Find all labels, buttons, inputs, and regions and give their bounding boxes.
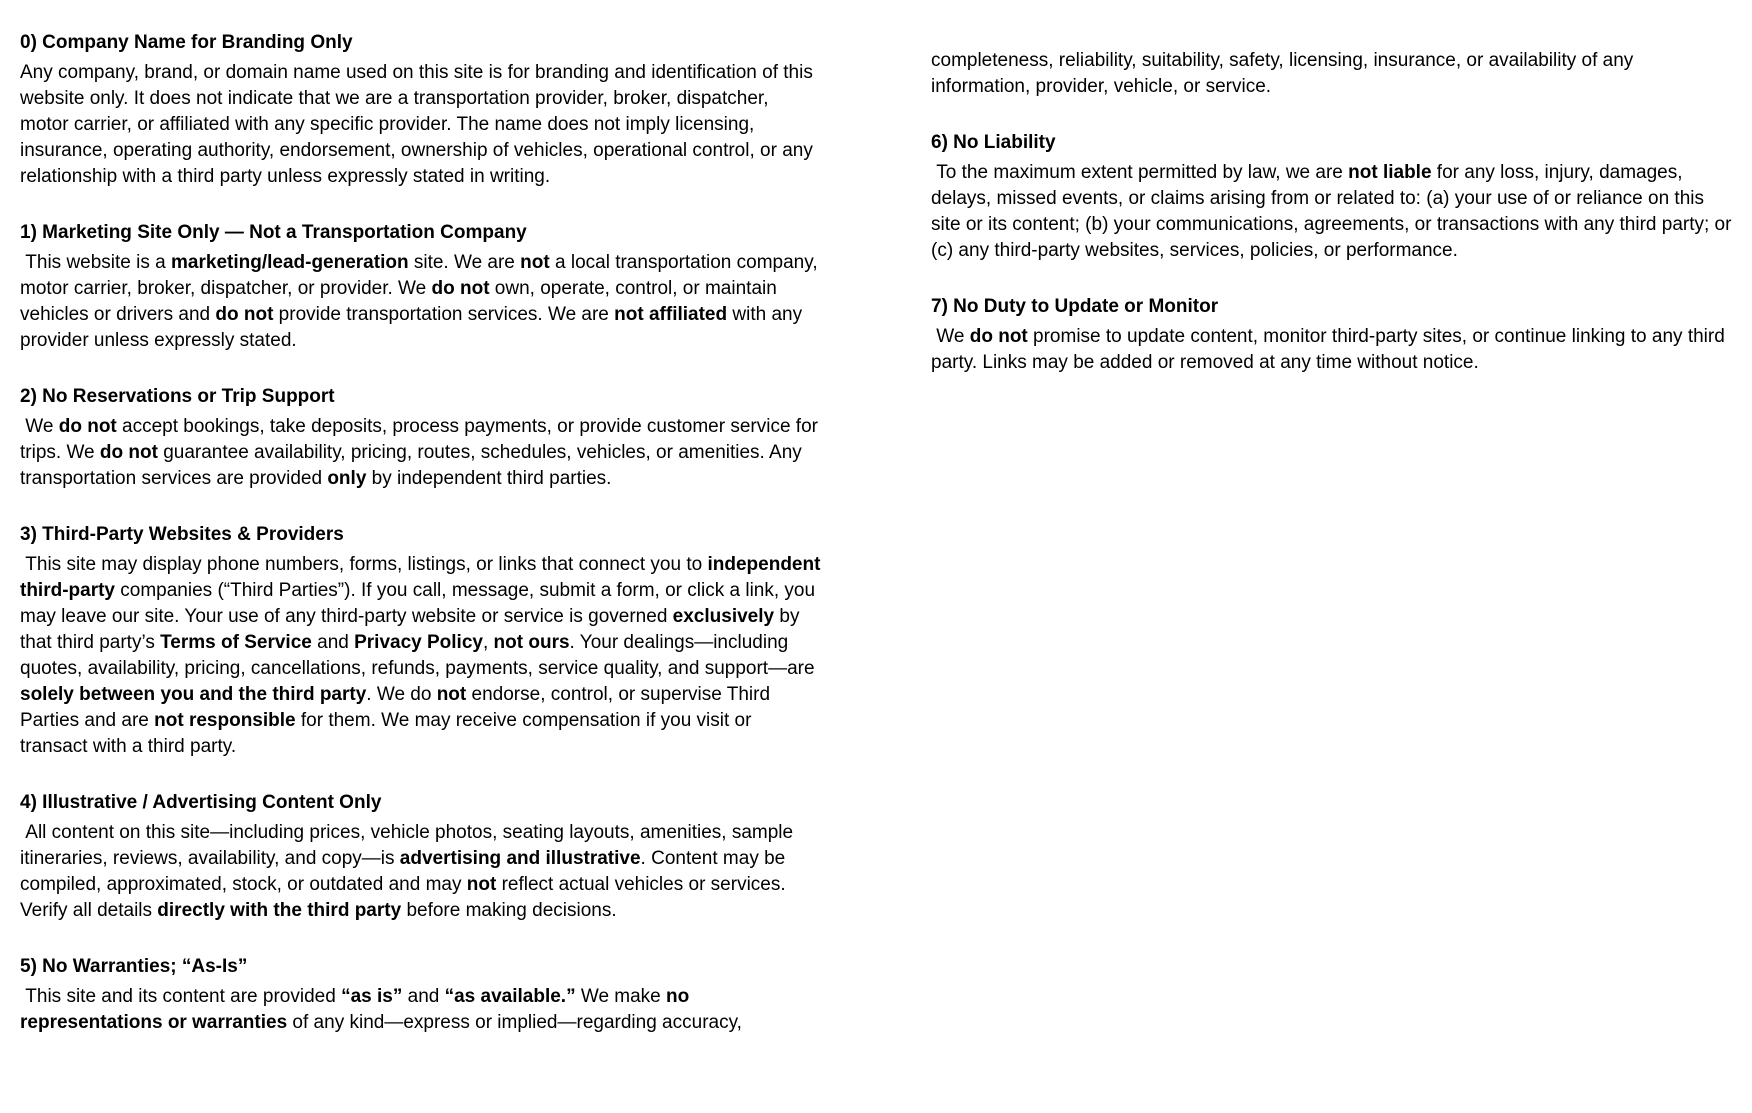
section-6-heading: 6) No Liability bbox=[931, 132, 1056, 153]
section-6-paragraph: To the maximum extent permitted by law, we are not liable for any loss, injury, damages, delays, missed events, or claims arising from or related to: (a) your use of or reliance on this site or its content; (b) your communications, agreements, or transactions with any third party; or (c) any third-party websites, services, policies, or performance. bbox=[931, 162, 1737, 261]
section-1-paragraph: This website is a marketing/lead-generation site. We are not a local transportation company, motor carrier, broker, dispatcher, or provider. We do not own, operate, control, or maintain vehicles or drivers and do not provide transportation services. We are not affiliated with any provider unless expressly stated. bbox=[20, 252, 823, 351]
section-5-continuation-paragraph: completeness, reliability, suitability, safety, licensing, insurance, or availability of any information, provider, vehicle, or service. bbox=[931, 50, 1639, 97]
section-5-heading: 5) No Warranties; “As-Is” bbox=[20, 956, 248, 977]
section-7-no-duty-to-update bbox=[931, 294, 1732, 376]
section-5-no-warranties bbox=[20, 954, 821, 1036]
section-2-no-reservations bbox=[20, 384, 824, 492]
left-column bbox=[20, 30, 826, 1036]
section-4-paragraph: All content on this site—including prices, vehicle photos, seating layouts, amenities, sample itineraries, reviews, availability, and copy—is advertising and illustrative. Content may be compiled, approximated, stock, or outdated and may not reflect actual vehicles or services. Verify all details directly with the third party before making decisions. bbox=[20, 822, 799, 921]
section-6-no-liability bbox=[931, 130, 1737, 264]
right-column bbox=[931, 30, 1737, 1036]
section-5-paragraph: This site and its content are provided “as is” and “as available.” We make no representations or warranties of any kind—express or implied—regarding accuracy, bbox=[20, 986, 742, 1033]
section-0-heading: 0) Company Name for Branding Only bbox=[20, 32, 353, 53]
section-7-paragraph: We do not promise to update content, monitor third-party sites, or continue linking to any third party. Links may be added or removed at any time without notice. bbox=[931, 326, 1731, 373]
section-1-marketing-site-only bbox=[20, 220, 821, 354]
section-3-paragraph: This site may display phone numbers, forms, listings, or links that connect you to independent third-party companies (“Third Parties”). If you call, message, submit a form, or click a link, you may leave our site. Your use of any third-party website or service is governed exclusively by that third party’s Terms of Service and Privacy Policy, not ours. Your dealings—including quotes, availability, pricing, cancellations, refunds, payments, service quality, and support—are solely between you and the third party. We do not endorse, control, or supervise Third Parties and are not responsible for them. We may receive compensation if you visit or transact with a third party. bbox=[20, 554, 826, 757]
section-3-third-party-websites bbox=[20, 522, 826, 760]
section-2-heading: 2) No Reservations or Trip Support bbox=[20, 386, 335, 407]
section-3-heading: 3) Third-Party Websites & Providers bbox=[20, 524, 344, 545]
section-4-illustrative-content bbox=[20, 790, 821, 924]
section-5-continuation bbox=[931, 48, 1732, 100]
section-0-company-name-branding bbox=[20, 30, 821, 190]
section-4-heading: 4) Illustrative / Advertising Content Only bbox=[20, 792, 382, 813]
section-0-paragraph: Any company, brand, or domain name used on this site is for branding and identification of this website only. It does not indicate that we are a transportation provider, broker, dispatcher, motor carrier, or affiliated with any specific provider. The name does not imply licensing, insurance, operating authority, endorsement, ownership of vehicles, operational control, or any relationship with a third party unless expressly stated in writing. bbox=[20, 62, 819, 187]
section-1-heading: 1) Marketing Site Only — Not a Transportation Company bbox=[20, 222, 527, 243]
section-2-paragraph: We do not accept bookings, take deposits, process payments, or provide customer service for trips. We do not guarantee availability, pricing, routes, schedules, vehicles, or amenities. Any transportation services are provided only by independent third parties. bbox=[20, 416, 824, 489]
section-7-heading: 7) No Duty to Update or Monitor bbox=[931, 296, 1219, 317]
